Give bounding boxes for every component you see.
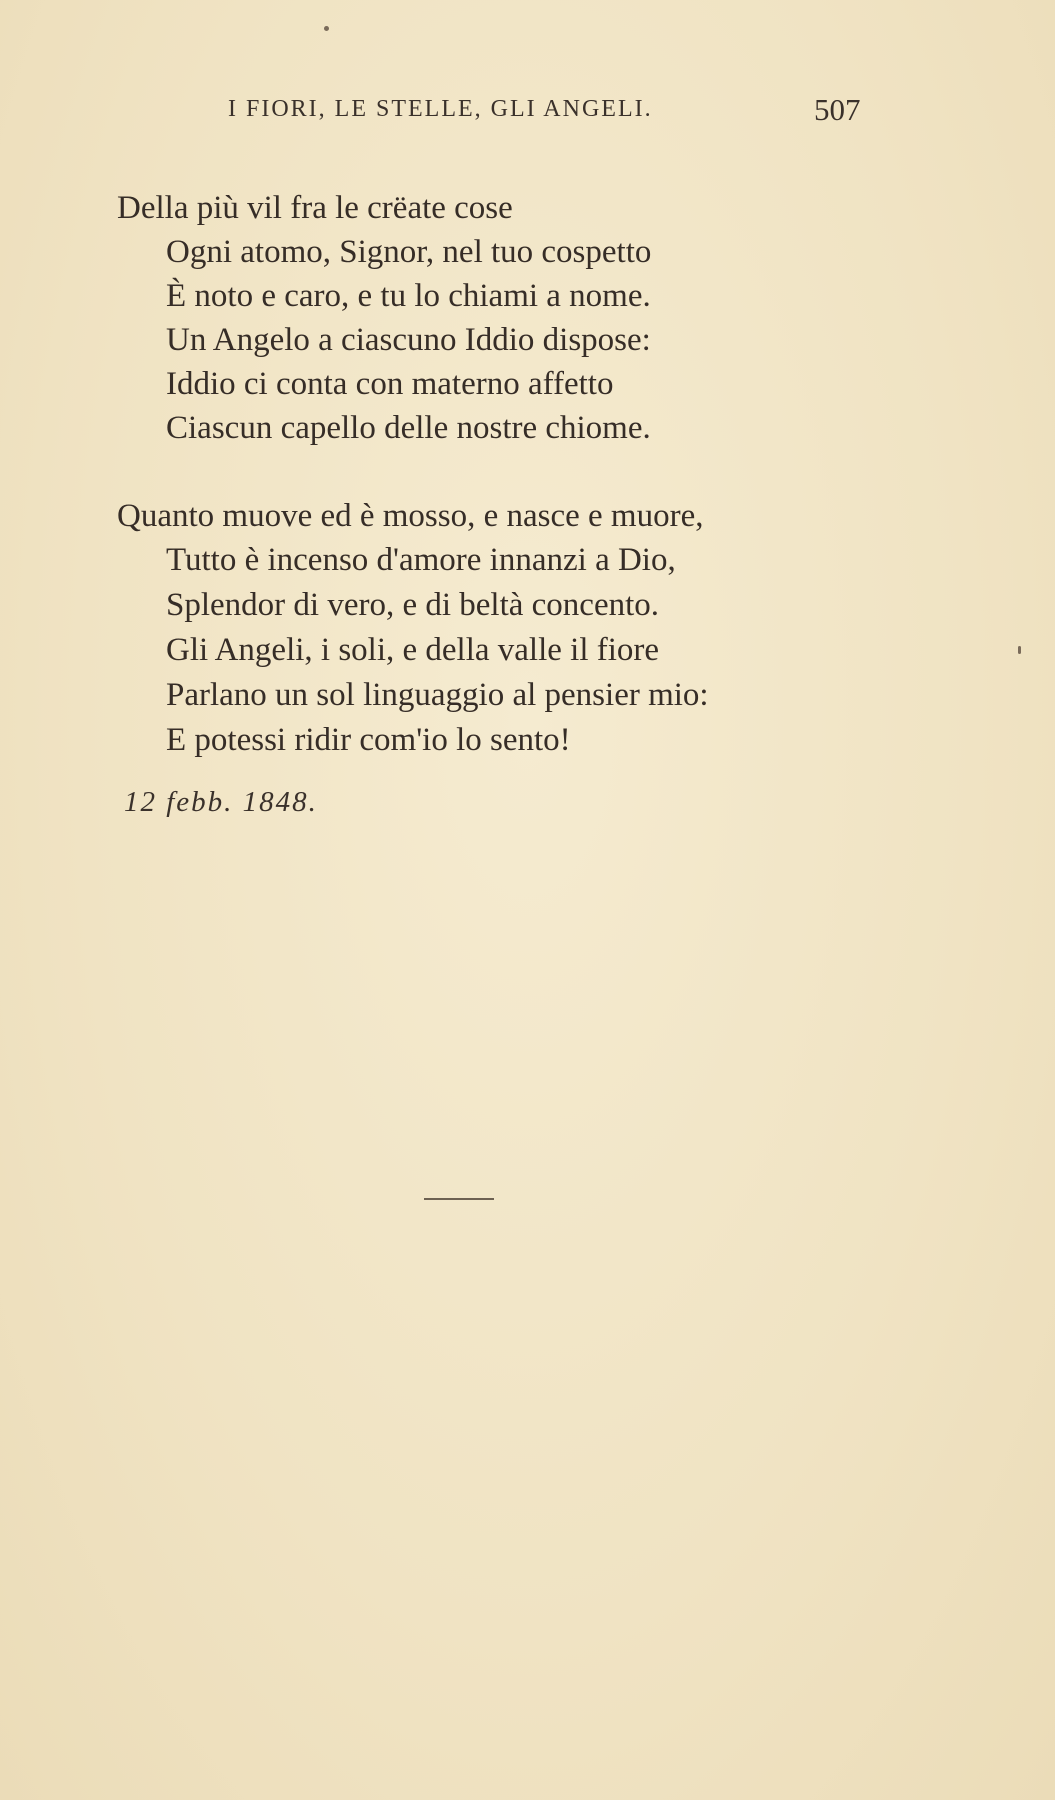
verse-line: Iddio ci conta con materno affetto (166, 366, 614, 402)
verse-line: Un Angelo a ciascuno Iddio dispose: (166, 322, 651, 358)
verse-line: Splendor di vero, e di beltà concento. (166, 587, 660, 623)
verse-line: Gli Angeli, i soli, e della valle il fiore (166, 632, 660, 668)
verse-line: E potessi ridir com'io lo sento! (166, 722, 571, 758)
page-header (0, 92, 1055, 132)
verse-line: Ciascun capello delle nostre chiome. (166, 410, 651, 446)
section-divider (424, 1198, 494, 1200)
verse-line: Della più vil fra le crëate cose (117, 190, 513, 226)
verse-line: Parlano un sol linguaggio al pensier mio: (166, 677, 709, 713)
verse-line: Ogni atomo, Signor, nel tuo cospetto (166, 234, 652, 270)
verse-line: Quanto muove ed è mosso, e nasce e muore, (117, 498, 704, 534)
page-number: 507 (814, 92, 861, 127)
ink-speck (324, 26, 329, 31)
verse-line: È noto e caro, e tu lo chiami a nome. (166, 278, 651, 314)
verse-line: Tutto è incenso d'amore innanzi a Dio, (166, 542, 676, 578)
poem-date: 12 febb. 1848. (124, 786, 318, 818)
ink-speck (1018, 646, 1021, 654)
running-title: I FIORI, LE STELLE, GLI ANGELI. (228, 96, 653, 122)
